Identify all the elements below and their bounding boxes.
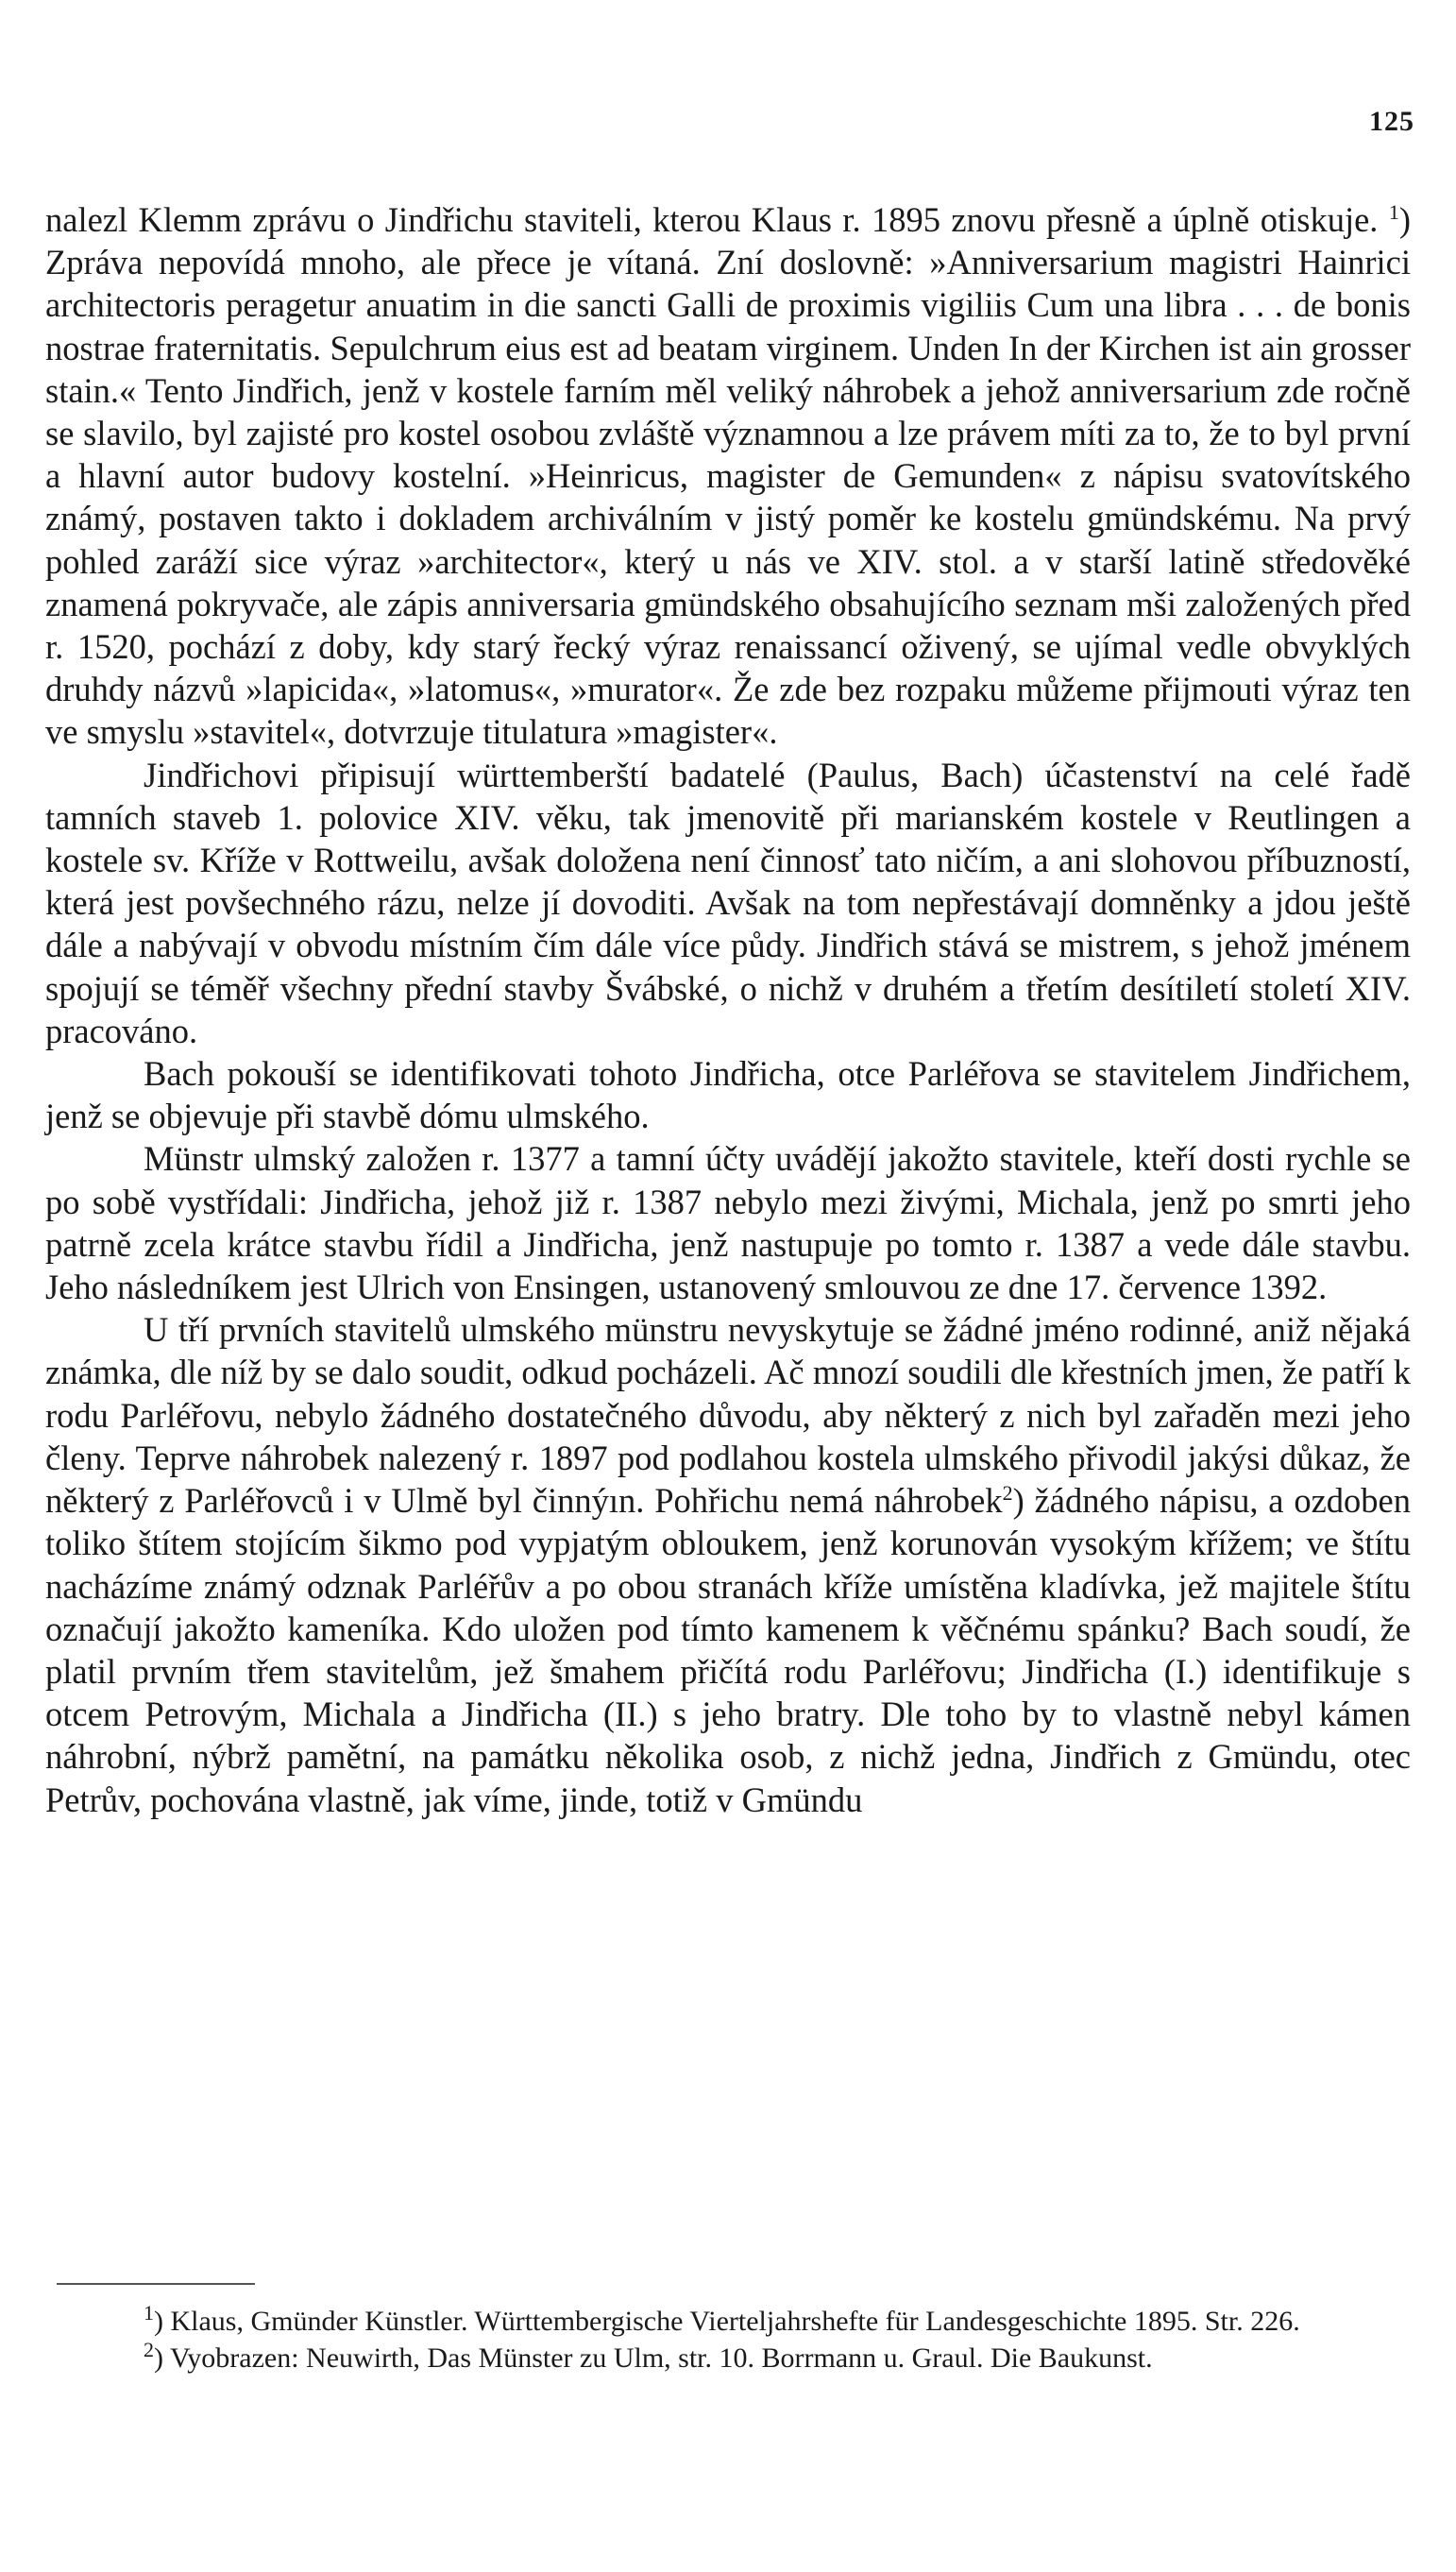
footnote-ref-2: 2 <box>1002 1480 1013 1505</box>
footnote-1-mark: 1 <box>144 2301 154 2325</box>
paragraph-3: Bach pokouší se identifikovati tohoto Jindřicha, otce Parléřova se stavitelem Jindřichem, jenž se objevuje při stavbě dómu ulmského. <box>45 1054 1411 1136</box>
paragraph-1 <box>45 198 1411 754</box>
paragraph-2: Jindřichovi připisují württemberští badatelé (Paulus, Bach) účastenství na celé řadě tamních staveb 1. polovice XIV. věku, tak jmenovitě při marianském kostele v Reutlingen a kostele sv. Kříže v Rottweilu, avšak doložena není činnosť tato ničím, a ani slohovou příbuzností, která jest povšechného rázu, nelze jí dovoditi. Avšak na tom nepřestávají domněnky a jdou ještě dále a nabývají v obvodu místním čím dále více půdy. Jindřich stává se mistrem, s jehož jménem spojují se téměř všechny přední stavby Švábské, o nichž v druhém a třetím desítiletí století XIV. pracováno. <box>45 755 1411 1050</box>
paragraph-4: Münstr ulmský založen r. 1377 a tamní účty uvádějí jakožto stavitele, kteří dosti rychle se po sobě vystřídali: Jindřicha, jehož již r. 1387 nebylo mezi živými, Michala, jenž po smrti jeho patrně zcela krátce stavbu řídil a Jindřicha, jenž nastupuje po tomto r. 1387 a vede dále stavbu. Jeho následníkem jest Ulrich von Ensingen, ustanovený smlouvou ze dne 17. července 1392. <box>45 1139 1411 1307</box>
paragraph-5 <box>45 1308 1411 1820</box>
paragraph-1-part-b: ) Zpráva nepovídá mnoho, ale přece je vítaná. Zní doslovně: »Anniversarium magistri Hainrici architectoris peragetur anuatim in die sancti Galli de proximis vigiliis Cum una libra . . . de bonis nostrae fraternitatis. Sepulchrum eius est ad beatam virginem. Unden In der Kirchen ist ain grosser stain.« Tento Jindřich, jenž v kostele farním měl veliký náhrobek a jehož anniversarium zde ročně se slavilo, byl zajisté pro kostel osobou zvláště významnou a lze právem míti za to, že to byl první a hlavní autor budovy kostelní. »Heinricus, magister de Gemunden« z nápisu svatovítského známý, postaven takto i dokladem archiválním v jistý poměr ke kostelu gmündskému. Na prvý pohled zaráží sice výraz »architector«, který u nás ve XIV. stol. a v starší latině středověké znamená pokryvače, ale zápis anniversaria gmündského obsahujícího seznam mši založených před r. 1520, pochází z doby, kdy starý řecký výraz renaissancí oživený, se ujímal vedle obvyklých druhdy názvů »lapicida«, »latomus«, »murator«. Že zde bez rozpaku můžeme přijmouti výraz ten ve smyslu »stavitel«, dotvrzuje titulatura »magister«. <box>45 200 1411 752</box>
footnote-1 <box>45 2303 1411 2340</box>
paragraph-5-part-a: U tří prvních stavitelů ulmského münstru nevyskytuje se žádné jméno rodinné, aniž nějaká známka, dle níž by se dalo soudit, odkud pocházeli. Ač mnozí soudili dle křestních jmen, že patří k rodu Parléřovu, nebylo žádného dostatečného důvodu, aby některý z nich byl zařaděn mezi jeho členy. Teprve náhrobek nalezený r. 1897 pod podlahou kostela ulmského přivodil jakýsi důkaz, že některý z Parléřovců i v Ulmě byl činnýın. Pohřichu nemá náhrobek <box>45 1310 1411 1521</box>
footnotes <box>45 2303 1411 2376</box>
footnote-divider <box>57 2283 255 2285</box>
footnote-2 <box>45 2340 1411 2376</box>
paragraph-1-part-a: nalezl Klemm zprávu o Jindřichu staviteli, kterou Klaus r. 1895 znovu přesně a úplně otiskuje. <box>45 200 1389 239</box>
footnote-2-mark: 2 <box>144 2338 154 2361</box>
main-text <box>45 198 1411 1821</box>
footnote-ref-1: 1 <box>1388 199 1399 224</box>
paragraph-5-part-b: ) žádného nápisu, a ozdoben toliko štítem stojícím šikmo pod vypjatým obloukem, jenž korunován vysokým křížem; ve štítu nacházíme známý odznak Parléřův a po obou stranách kříže umístěna kladívka, jež majitele štítu označují jakožto kameníka. Kdo uložen pod tímto kamenem k věčnému spánku? Bach soudí, že platil prvním třem stavitelům, jež šmahem přičítá rodu Parléřovu; Jindřicha (I.) identifikuje s otcem Petrovým, Michala a Jindřicha (II.) s jeho bratry. Dle toho by to vlastně nebyl kámen náhrobní, nýbrž pamětní, na památku několika osob, z nichž jedna, Jindřich z Gmündu, otec Petrův, pochována vlastně, jak víme, jinde, totiž v Gmündu <box>45 1481 1412 1819</box>
footnote-1-text: ) Klaus, Gmünder Künstler. Württembergische Vierteljahrshefte für Landesgeschichte 1895. Str. 226. <box>154 2306 1300 2337</box>
footnote-2-text: ) Vyobrazen: Neuwirth, Das Münster zu Ulm, str. 10. Borrmann u. Graul. Die Baukunst. <box>154 2342 1153 2374</box>
page-number: 125 <box>1369 106 1414 137</box>
